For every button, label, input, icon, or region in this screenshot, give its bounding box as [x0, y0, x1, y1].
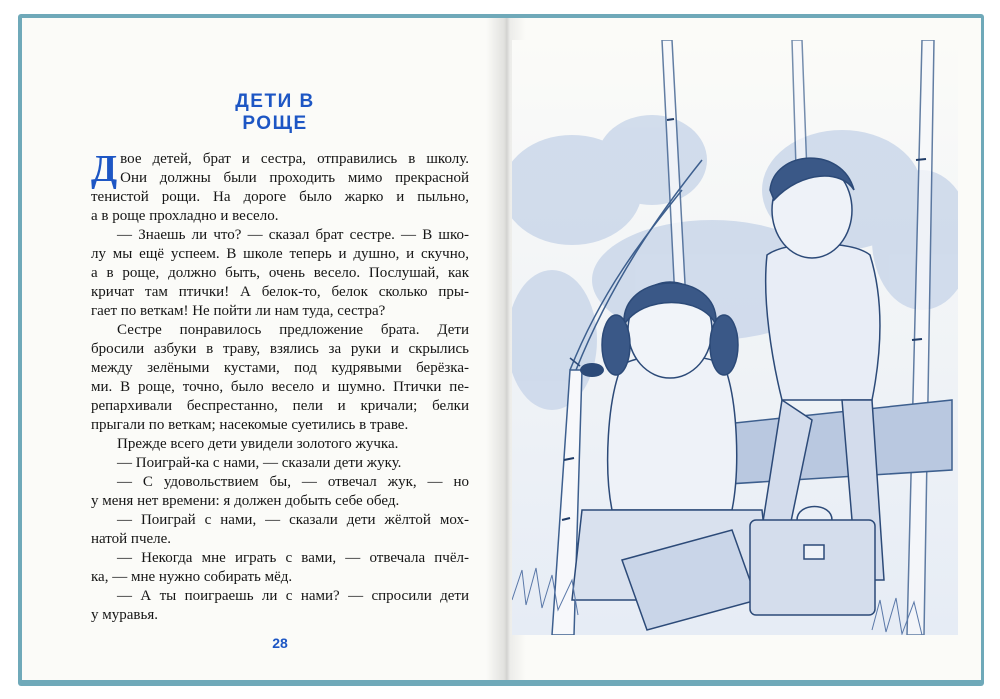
text-line-10: Сестре понравилось предложение брата. Дети — [117, 322, 469, 338]
story-text — [91, 150, 469, 625]
text-line-9: гает по веткам! Не пойти ли нам туда, сестра? — [91, 303, 386, 319]
text-line-6: лу мы ещё успеем. В школе теперь и душно, и скучно, — [91, 246, 469, 262]
text-line-4: а в роще прохладно и весело. — [91, 208, 279, 224]
text-line-22: — Некогда мне играть с вами, — отвечала пчёл- — [117, 550, 469, 566]
drop-cap: Д — [91, 148, 118, 190]
text-line-3: тенистой рощи. На дороге было жарко и пыльно, — [91, 189, 469, 205]
text-line-16: Прежде всего дети увидели золотого жучка. — [117, 436, 399, 452]
text-line-23: ка, — мне нужно собирать мёд. — [91, 569, 293, 585]
text-line-24: — А ты поиграешь ли с нами? — спросили дети — [117, 588, 469, 604]
page-number: 28 — [272, 635, 288, 651]
text-line-11: бросили азбуки в траву, взялись за руки и скрылись — [91, 341, 469, 357]
text-line-12: между зелёными кустами, под кудрявыми берёзка- — [91, 360, 469, 376]
text-line-19: у меня нет времени: я должен добыть себе обед. — [91, 493, 400, 509]
text-line-14: репархивали беспрестанно, пели и кричали; белки — [91, 398, 469, 414]
text-line-8: кричат там птички! А белок-то, белок сколько пры- — [91, 284, 469, 300]
text-line-25: у муравья. — [91, 607, 158, 623]
text-line-20: — Поиграй с нами, — сказали дети жёлтой мох- — [117, 512, 469, 528]
text-line-13: ми. В роще, точно, было весело и шумно. Птички пе- — [91, 379, 469, 395]
text-line-18: — С удовольствием бы, — отвечал жук, — но — [117, 474, 469, 490]
text-line-7: а в роще, должно быть, очень весело. Послушай, как — [91, 265, 469, 281]
chapter-title: ДЕТИ В РОЩЕ — [235, 91, 315, 134]
text-line-1-content: вое детей, брат и сестра, отправились в школу. — [120, 151, 469, 167]
text-line-21: натой пчеле. — [91, 531, 172, 547]
illustration — [512, 40, 958, 635]
text-line-17: — Поиграй-ка с нами, — сказали дети жуку. — [117, 455, 402, 471]
text-line-2: Они должны были проходить мимо прекрасной — [120, 170, 469, 186]
text-line-5: — Знаешь ли что? — сказал брат сестре. — В шко- — [117, 227, 469, 243]
text-line-15: прыгали по веткам; насекомые суетились в траве. — [91, 417, 409, 433]
